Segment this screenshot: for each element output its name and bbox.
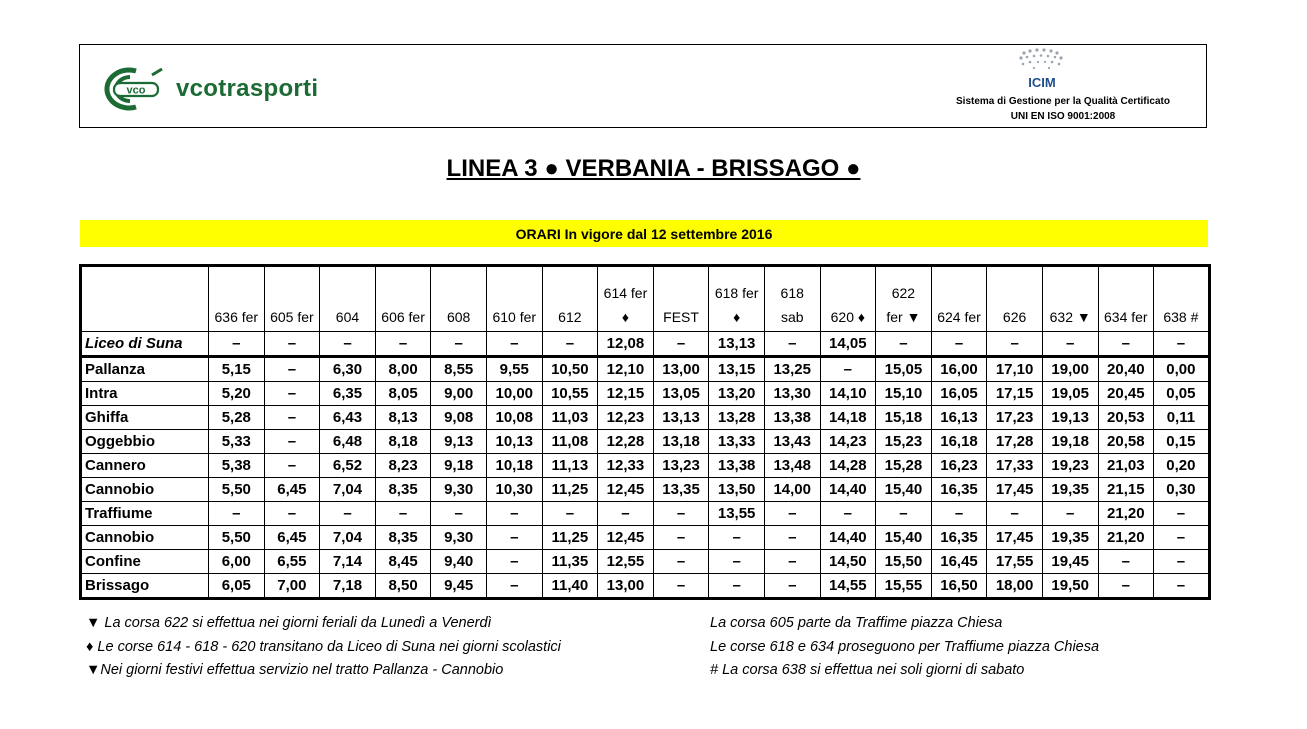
brand-name: vcotrasporti — [176, 75, 319, 102]
departure-time: – — [1098, 332, 1154, 357]
stop-row — [81, 382, 1210, 406]
departure-time: 10,00 — [486, 382, 542, 406]
departure-time: 0,00 — [1154, 357, 1210, 382]
departure-time: 6,30 — [320, 357, 376, 382]
departure-time: – — [209, 332, 265, 357]
departure-time: – — [1042, 332, 1098, 357]
departure-time: 12,45 — [598, 478, 654, 502]
timetable — [79, 264, 1211, 600]
departure-time: 20,58 — [1098, 430, 1154, 454]
line-title: LINEA 3 ● VERBANIA - BRISSAGO ● — [446, 155, 861, 182]
departure-time: – — [876, 332, 932, 357]
departure-time: 8,23 — [375, 454, 431, 478]
departure-time: 6,45 — [264, 526, 320, 550]
departure-time: – — [264, 357, 320, 382]
departure-time: 13,00 — [653, 357, 709, 382]
run-column-label: 614 fer — [603, 285, 648, 301]
departure-time: – — [486, 332, 542, 357]
stop-name: Cannobio — [81, 526, 209, 550]
departure-time: – — [431, 332, 487, 357]
departure-time: 16,18 — [931, 430, 987, 454]
iso-standard-text: UNI EN ISO 9001:2008 — [1010, 111, 1116, 122]
departure-time: 5,33 — [209, 430, 265, 454]
run-column-header — [1042, 266, 1098, 332]
departure-time: 10,55 — [542, 382, 598, 406]
departure-time: – — [1042, 502, 1098, 526]
stop-row — [81, 550, 1210, 574]
departure-time: – — [653, 502, 709, 526]
departure-time: 0,20 — [1154, 454, 1210, 478]
departure-time: 15,28 — [876, 454, 932, 478]
stop-name: Traffiume — [81, 502, 209, 526]
departure-time: – — [320, 502, 376, 526]
departure-time: – — [486, 550, 542, 574]
departure-time: 12,15 — [598, 382, 654, 406]
stop-row — [81, 502, 1210, 526]
departure-time: 16,05 — [931, 382, 987, 406]
stop-row — [81, 454, 1210, 478]
run-column-header — [653, 266, 709, 332]
departure-time: 14,55 — [820, 574, 876, 599]
icim-logo-icon — [1010, 47, 1074, 93]
run-column-label: 618 — [780, 285, 804, 301]
departure-time: 9,30 — [431, 526, 487, 550]
departure-time: 19,50 — [1042, 574, 1098, 599]
departure-time: – — [709, 574, 765, 599]
departure-time: 19,45 — [1042, 550, 1098, 574]
departure-time: 13,20 — [709, 382, 765, 406]
departure-time: 21,03 — [1098, 454, 1154, 478]
departure-time: 6,45 — [264, 478, 320, 502]
departure-time: 13,48 — [764, 454, 820, 478]
departure-time: – — [876, 502, 932, 526]
certification-block — [918, 45, 1208, 129]
departure-time: 13,05 — [653, 382, 709, 406]
run-column-header — [209, 266, 265, 332]
departure-time: – — [709, 526, 765, 550]
departure-time: 16,13 — [931, 406, 987, 430]
run-column-label: 634 fer — [1104, 309, 1148, 325]
departure-time: 9,18 — [431, 454, 487, 478]
departure-time: 19,35 — [1042, 478, 1098, 502]
departure-time: 10,08 — [486, 406, 542, 430]
footnote: Le corse 618 e 634 proseguono per Traffiume piazza Chiesa — [710, 638, 1100, 655]
departure-time: 14,10 — [820, 382, 876, 406]
departure-time: 11,13 — [542, 454, 598, 478]
company-logo — [96, 65, 318, 113]
departure-time: 14,05 — [820, 332, 876, 357]
departure-time: 12,28 — [598, 430, 654, 454]
departure-time: 12,45 — [598, 526, 654, 550]
departure-time: 10,30 — [486, 478, 542, 502]
departure-time: 19,00 — [1042, 357, 1098, 382]
departure-time: – — [598, 502, 654, 526]
run-column-header — [1154, 266, 1210, 332]
departure-time: 16,00 — [931, 357, 987, 382]
departure-time: 7,00 — [264, 574, 320, 599]
departure-time: 16,50 — [931, 574, 987, 599]
departure-time: 14,50 — [820, 550, 876, 574]
departure-time: 17,55 — [987, 550, 1043, 574]
footnote: ♦ Le corse 614 - 618 - 620 transitano da Liceo di Suna nei giorni scolastici — [86, 638, 561, 655]
departure-time: 16,23 — [931, 454, 987, 478]
departure-time: 0,15 — [1154, 430, 1210, 454]
departure-time: – — [1154, 526, 1210, 550]
departure-time: 20,53 — [1098, 406, 1154, 430]
run-column-label: 608 — [446, 309, 471, 325]
header-stop-column — [81, 266, 209, 332]
departure-time: 8,45 — [375, 550, 431, 574]
departure-time: 12,10 — [598, 357, 654, 382]
departure-time: 17,45 — [987, 478, 1043, 502]
departure-time: – — [1154, 332, 1210, 357]
departure-time: 9,45 — [431, 574, 487, 599]
departure-time: 13,35 — [653, 478, 709, 502]
cert-logo-text: ICIM — [1028, 75, 1056, 90]
departure-time: 15,40 — [876, 526, 932, 550]
departure-time: – — [264, 382, 320, 406]
run-column-header — [987, 266, 1043, 332]
footnotes-right — [710, 612, 1099, 683]
stop-name: Ghiffa — [81, 406, 209, 430]
departure-time: 8,55 — [431, 357, 487, 382]
departure-time: 0,30 — [1154, 478, 1210, 502]
run-column-header — [931, 266, 987, 332]
departure-time: – — [931, 332, 987, 357]
departure-time: 6,35 — [320, 382, 376, 406]
run-column-header — [1098, 266, 1154, 332]
departure-time: 15,18 — [876, 406, 932, 430]
departure-time: 13,13 — [709, 332, 765, 357]
departure-time: 5,28 — [209, 406, 265, 430]
run-column-label: FEST — [663, 309, 699, 325]
document-header — [79, 44, 1207, 128]
run-column-label: 638 # — [1163, 309, 1199, 325]
departure-time: 8,50 — [375, 574, 431, 599]
departure-time: – — [486, 526, 542, 550]
departure-time: 9,30 — [431, 478, 487, 502]
departure-time: 9,40 — [431, 550, 487, 574]
stop-name: Cannero — [81, 454, 209, 478]
departure-time: – — [653, 574, 709, 599]
departure-time: 6,00 — [209, 550, 265, 574]
certification-text: Sistema di Gestione per la Qualità Certificato — [956, 96, 1170, 107]
run-column-label: 620 ♦ — [830, 309, 866, 325]
departure-time: 14,18 — [820, 406, 876, 430]
footnote: # La corsa 638 si effettua nei soli giorni di sabato — [710, 662, 1025, 678]
departure-time: – — [709, 550, 765, 574]
departure-time: 11,03 — [542, 406, 598, 430]
run-column-label: 610 fer — [492, 309, 537, 325]
departure-time: 17,15 — [987, 382, 1043, 406]
departure-time: – — [1154, 574, 1210, 599]
run-column-label: 622 — [891, 285, 916, 301]
departure-time: 8,00 — [375, 357, 431, 382]
departure-time: 15,10 — [876, 382, 932, 406]
run-column-header — [264, 266, 320, 332]
departure-time: 11,25 — [542, 526, 598, 550]
run-column-label: 604 — [335, 309, 360, 325]
validity-banner: ORARI In vigore dal 12 settembre 2016 — [80, 220, 1208, 247]
departure-time: – — [375, 502, 431, 526]
departure-time: 13,38 — [764, 406, 820, 430]
departure-time: – — [653, 526, 709, 550]
departure-time: 11,35 — [542, 550, 598, 574]
run-column-label: 618 fer — [714, 285, 759, 301]
departure-time: 12,08 — [598, 332, 654, 357]
departure-time: 14,28 — [820, 454, 876, 478]
departure-time: 20,45 — [1098, 382, 1154, 406]
departure-time: 5,15 — [209, 357, 265, 382]
stop-name: Cannobio — [81, 478, 209, 502]
run-column-label: 605 fer — [270, 309, 314, 325]
departure-time: – — [764, 550, 820, 574]
departure-time: 13,25 — [764, 357, 820, 382]
departure-time: 8,35 — [375, 478, 431, 502]
departure-time: 16,35 — [931, 526, 987, 550]
departure-time: 11,08 — [542, 430, 598, 454]
departure-time: 6,52 — [320, 454, 376, 478]
departure-time: 0,11 — [1154, 406, 1210, 430]
departure-time: – — [431, 502, 487, 526]
run-column-label: 636 fer — [214, 309, 259, 325]
departure-time: – — [1154, 550, 1210, 574]
departure-time: 7,14 — [320, 550, 376, 574]
stop-name: Brissago — [81, 574, 209, 599]
departure-time: 11,40 — [542, 574, 598, 599]
stop-row — [81, 332, 1210, 357]
departure-time: 15,50 — [876, 550, 932, 574]
departure-time: 6,05 — [209, 574, 265, 599]
stop-row — [81, 478, 1210, 502]
departure-time: – — [264, 430, 320, 454]
departure-time: – — [764, 526, 820, 550]
departure-time: 17,23 — [987, 406, 1043, 430]
departure-time: 19,23 — [1042, 454, 1098, 478]
departure-time: 7,04 — [320, 478, 376, 502]
departure-time: 15,05 — [876, 357, 932, 382]
stop-name: Intra — [81, 382, 209, 406]
departure-time: 17,45 — [987, 526, 1043, 550]
logo-mark-text: vco — [126, 84, 146, 97]
run-column-label: fer ▼ — [886, 309, 921, 325]
departure-time: – — [264, 502, 320, 526]
stop-name: Liceo di Suna — [81, 332, 209, 357]
stop-name: Confine — [81, 550, 209, 574]
departure-time: 13,18 — [653, 430, 709, 454]
departure-time: 17,28 — [987, 430, 1043, 454]
departure-time: 5,20 — [209, 382, 265, 406]
departure-time: 19,05 — [1042, 382, 1098, 406]
departure-time: 13,43 — [764, 430, 820, 454]
departure-time: 15,55 — [876, 574, 932, 599]
departure-time: 9,55 — [486, 357, 542, 382]
departure-time: 13,50 — [709, 478, 765, 502]
departure-time: 20,40 — [1098, 357, 1154, 382]
departure-time: 17,33 — [987, 454, 1043, 478]
departure-time: – — [264, 406, 320, 430]
departure-time: – — [987, 502, 1043, 526]
departure-time: 13,00 — [598, 574, 654, 599]
departure-time: – — [764, 502, 820, 526]
departure-time: 0,05 — [1154, 382, 1210, 406]
departure-time: 7,18 — [320, 574, 376, 599]
stop-row — [81, 574, 1210, 599]
timetable-header-row — [81, 266, 1210, 332]
departure-time: 5,50 — [209, 526, 265, 550]
departure-time: 5,38 — [209, 454, 265, 478]
run-column-label: 624 fer — [937, 309, 981, 325]
departure-time: – — [320, 332, 376, 357]
departure-time: 14,40 — [820, 526, 876, 550]
departure-time: 7,04 — [320, 526, 376, 550]
departure-time: – — [987, 332, 1043, 357]
run-column-header — [876, 266, 932, 332]
departure-time: – — [1098, 550, 1154, 574]
run-column-header — [542, 266, 598, 332]
departure-time: 11,25 — [542, 478, 598, 502]
departure-time: – — [764, 574, 820, 599]
run-column-label: sab — [780, 309, 804, 325]
departure-time: – — [1098, 574, 1154, 599]
departure-time: – — [264, 454, 320, 478]
footnote: La corsa 605 parte da Traffime piazza Chiesa — [710, 615, 1003, 631]
departure-time: 10,13 — [486, 430, 542, 454]
departure-time: 8,35 — [375, 526, 431, 550]
departure-time: 8,05 — [375, 382, 431, 406]
run-column-header — [764, 266, 820, 332]
departure-time: – — [764, 332, 820, 357]
departure-time: 18,00 — [987, 574, 1043, 599]
departure-time: – — [820, 357, 876, 382]
stop-row — [81, 526, 1210, 550]
departure-time: – — [542, 332, 598, 357]
departure-time: 10,50 — [542, 357, 598, 382]
departure-time: 13,33 — [709, 430, 765, 454]
departure-time: 6,55 — [264, 550, 320, 574]
departure-time: 9,00 — [431, 382, 487, 406]
run-column-header — [486, 266, 542, 332]
departure-time: – — [264, 332, 320, 357]
run-column-label: 632 ▼ — [1049, 309, 1091, 325]
departure-time: 15,40 — [876, 478, 932, 502]
departure-time: 13,13 — [653, 406, 709, 430]
departure-time: 13,28 — [709, 406, 765, 430]
departure-time: 13,30 — [764, 382, 820, 406]
footnotes-left — [86, 612, 561, 683]
run-column-label: 626 — [1002, 309, 1027, 325]
departure-time: 12,23 — [598, 406, 654, 430]
departure-time: 16,45 — [931, 550, 987, 574]
departure-time: 13,38 — [709, 454, 765, 478]
departure-time: – — [209, 502, 265, 526]
run-column-header — [820, 266, 876, 332]
run-column-label: ♦ — [621, 309, 630, 325]
footnote: ▼Nei giorni festivi effettua servizio nel tratto Pallanza - Cannobio — [86, 662, 504, 678]
departure-time: – — [1154, 502, 1210, 526]
departure-time: – — [375, 332, 431, 357]
run-column-header — [375, 266, 431, 332]
departure-time: 10,18 — [486, 454, 542, 478]
stop-row — [81, 430, 1210, 454]
stop-name: Oggebbio — [81, 430, 209, 454]
run-column-header — [431, 266, 487, 332]
departure-time: – — [653, 332, 709, 357]
departure-time: 12,55 — [598, 550, 654, 574]
departure-time: 16,35 — [931, 478, 987, 502]
stop-row — [81, 357, 1210, 382]
timetable-body — [81, 332, 1210, 599]
departure-time: 14,40 — [820, 478, 876, 502]
departure-time: 21,20 — [1098, 502, 1154, 526]
departure-time: 19,35 — [1042, 526, 1098, 550]
footnote: ▼ La corsa 622 si effettua nei giorni feriali da Lunedì a Venerdì — [86, 615, 492, 631]
departure-time: 19,13 — [1042, 406, 1098, 430]
run-column-label: ♦ — [733, 309, 741, 325]
departure-time: 5,50 — [209, 478, 265, 502]
departure-time: 15,23 — [876, 430, 932, 454]
departure-time: 14,00 — [764, 478, 820, 502]
run-column-header — [709, 266, 765, 332]
departure-time: – — [931, 502, 987, 526]
run-column-header — [598, 266, 654, 332]
departure-time: 9,08 — [431, 406, 487, 430]
run-column-label: 612 — [558, 309, 582, 325]
departure-time: 6,43 — [320, 406, 376, 430]
departure-time: – — [653, 550, 709, 574]
departure-time: 8,18 — [375, 430, 431, 454]
departure-time: 12,33 — [598, 454, 654, 478]
departure-time: – — [486, 502, 542, 526]
departure-time: – — [542, 502, 598, 526]
departure-time: 19,18 — [1042, 430, 1098, 454]
departure-time: 17,10 — [987, 357, 1043, 382]
departure-time: 13,23 — [653, 454, 709, 478]
departure-time: 21,20 — [1098, 526, 1154, 550]
stop-name: Pallanza — [81, 357, 209, 382]
departure-time: 8,13 — [375, 406, 431, 430]
departure-time: 13,15 — [709, 357, 765, 382]
departure-time: 9,13 — [431, 430, 487, 454]
departure-time: 14,23 — [820, 430, 876, 454]
run-column-label: 606 fer — [381, 309, 425, 325]
run-column-header — [320, 266, 376, 332]
vco-logo-icon — [96, 65, 174, 113]
departure-time: – — [486, 574, 542, 599]
departure-time: 21,15 — [1098, 478, 1154, 502]
departure-time: 13,55 — [709, 502, 765, 526]
departure-time: – — [820, 502, 876, 526]
stop-row — [81, 406, 1210, 430]
departure-time: 6,48 — [320, 430, 376, 454]
